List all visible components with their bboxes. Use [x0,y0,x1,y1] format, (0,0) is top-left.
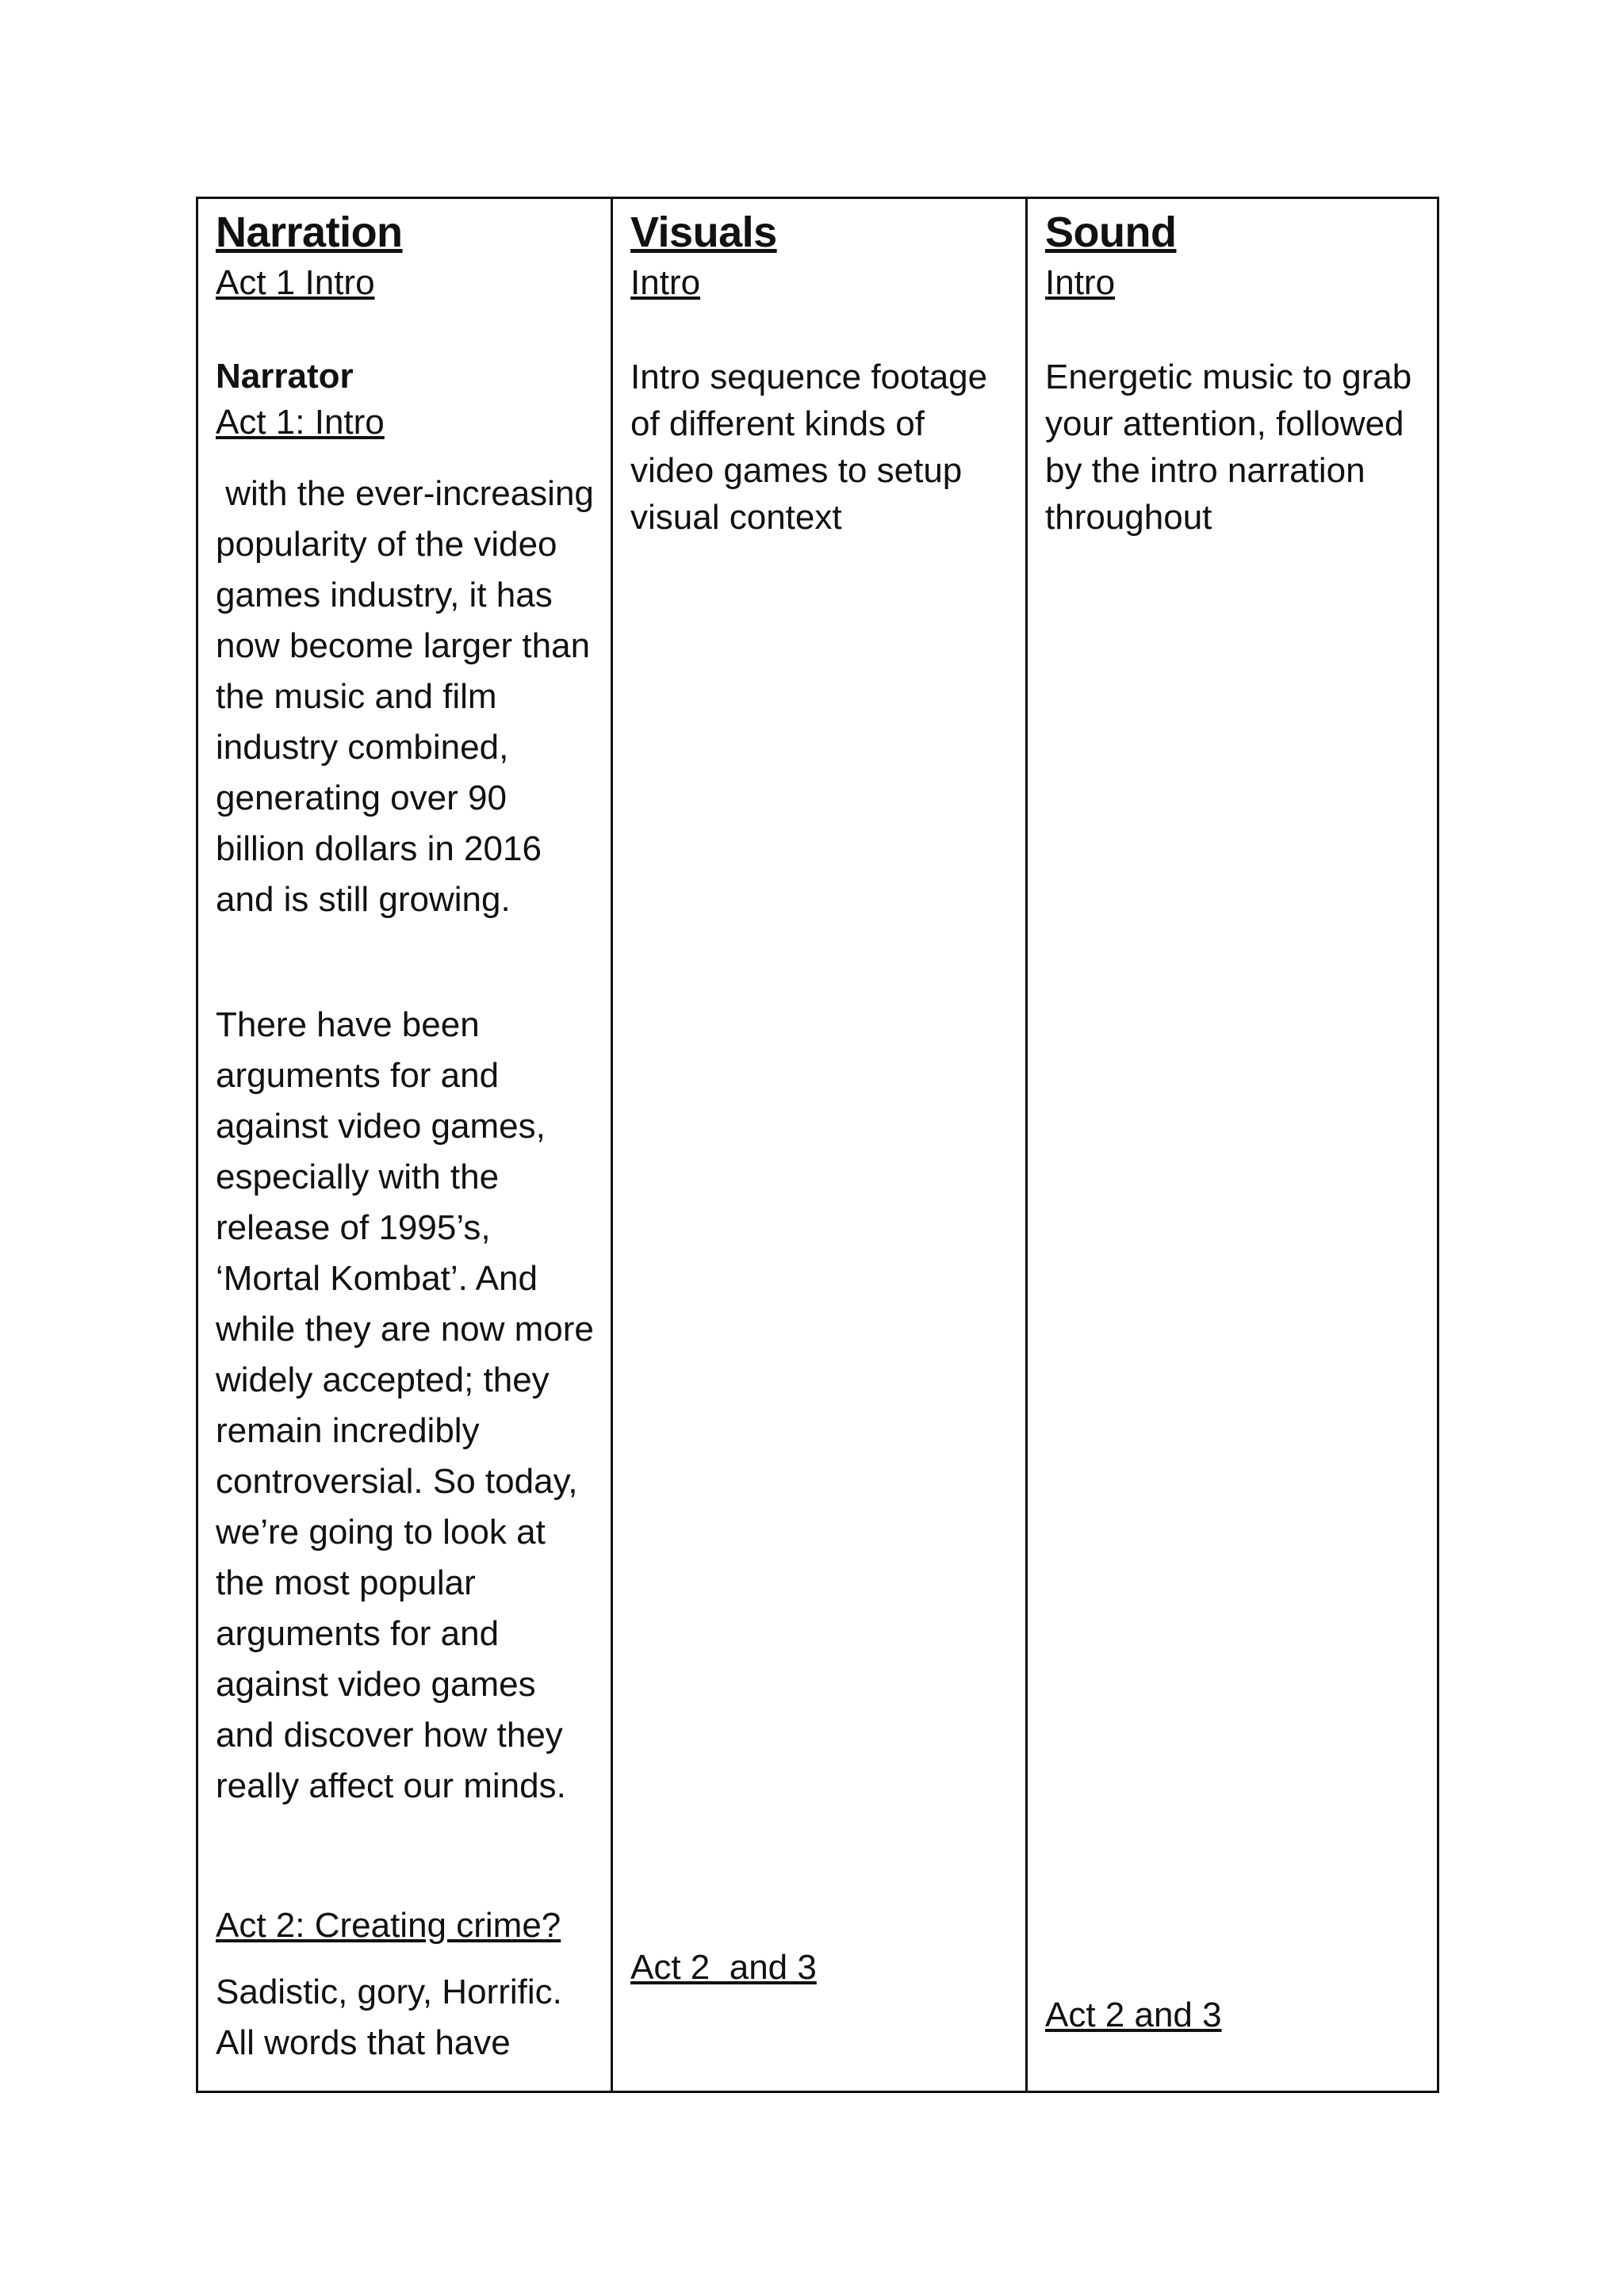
sound-column [1028,199,1437,2091]
narrator-label: Narrator [216,357,354,396]
script-table [196,197,1439,2093]
narration-heading: Narration [216,209,403,256]
visuals-subheading: Intro [630,263,701,302]
visuals-heading: Visuals [630,209,777,256]
visuals-text: Intro sequence footage of different kinds of video games to setup visual context [630,358,988,537]
narration-subheading: Act 1 Intro [216,263,375,302]
act2-label: Act 2: Creating crime? [216,1906,561,1945]
visuals-column [613,199,1028,2091]
sound-act23-label: Act 2 and 3 [1045,1996,1222,2034]
visuals-act23-label: Act 2 and 3 [630,1948,817,1987]
sound-heading: Sound [1045,209,1177,256]
narration-paragraph-3: Sadistic, gory, Horrific. All words that have [216,1973,562,2062]
narration-column [198,199,613,2091]
narration-paragraph-2: There have been arguments for and against video games, especially with the release of 1995’s, ‘Mortal Kombat’. And while they are now more widely accepted; they remain incredibly controversial. So today, we’re going to look at the most popular arguments for and against video games and discover how they really affect our minds. [216,1005,594,1805]
act1-label: Act 1: Intro [216,403,385,442]
sound-subheading: Intro [1045,263,1116,302]
narration-paragraph-1: with the ever-increasing popularity of the video games industry, it has now become larger than the music and film industry combined, generating over 90 billion dollars in 2016 and is still growing. [216,474,604,919]
sound-text: Energetic music to grab your attention, followed by the intro narration throughout [1045,358,1412,537]
